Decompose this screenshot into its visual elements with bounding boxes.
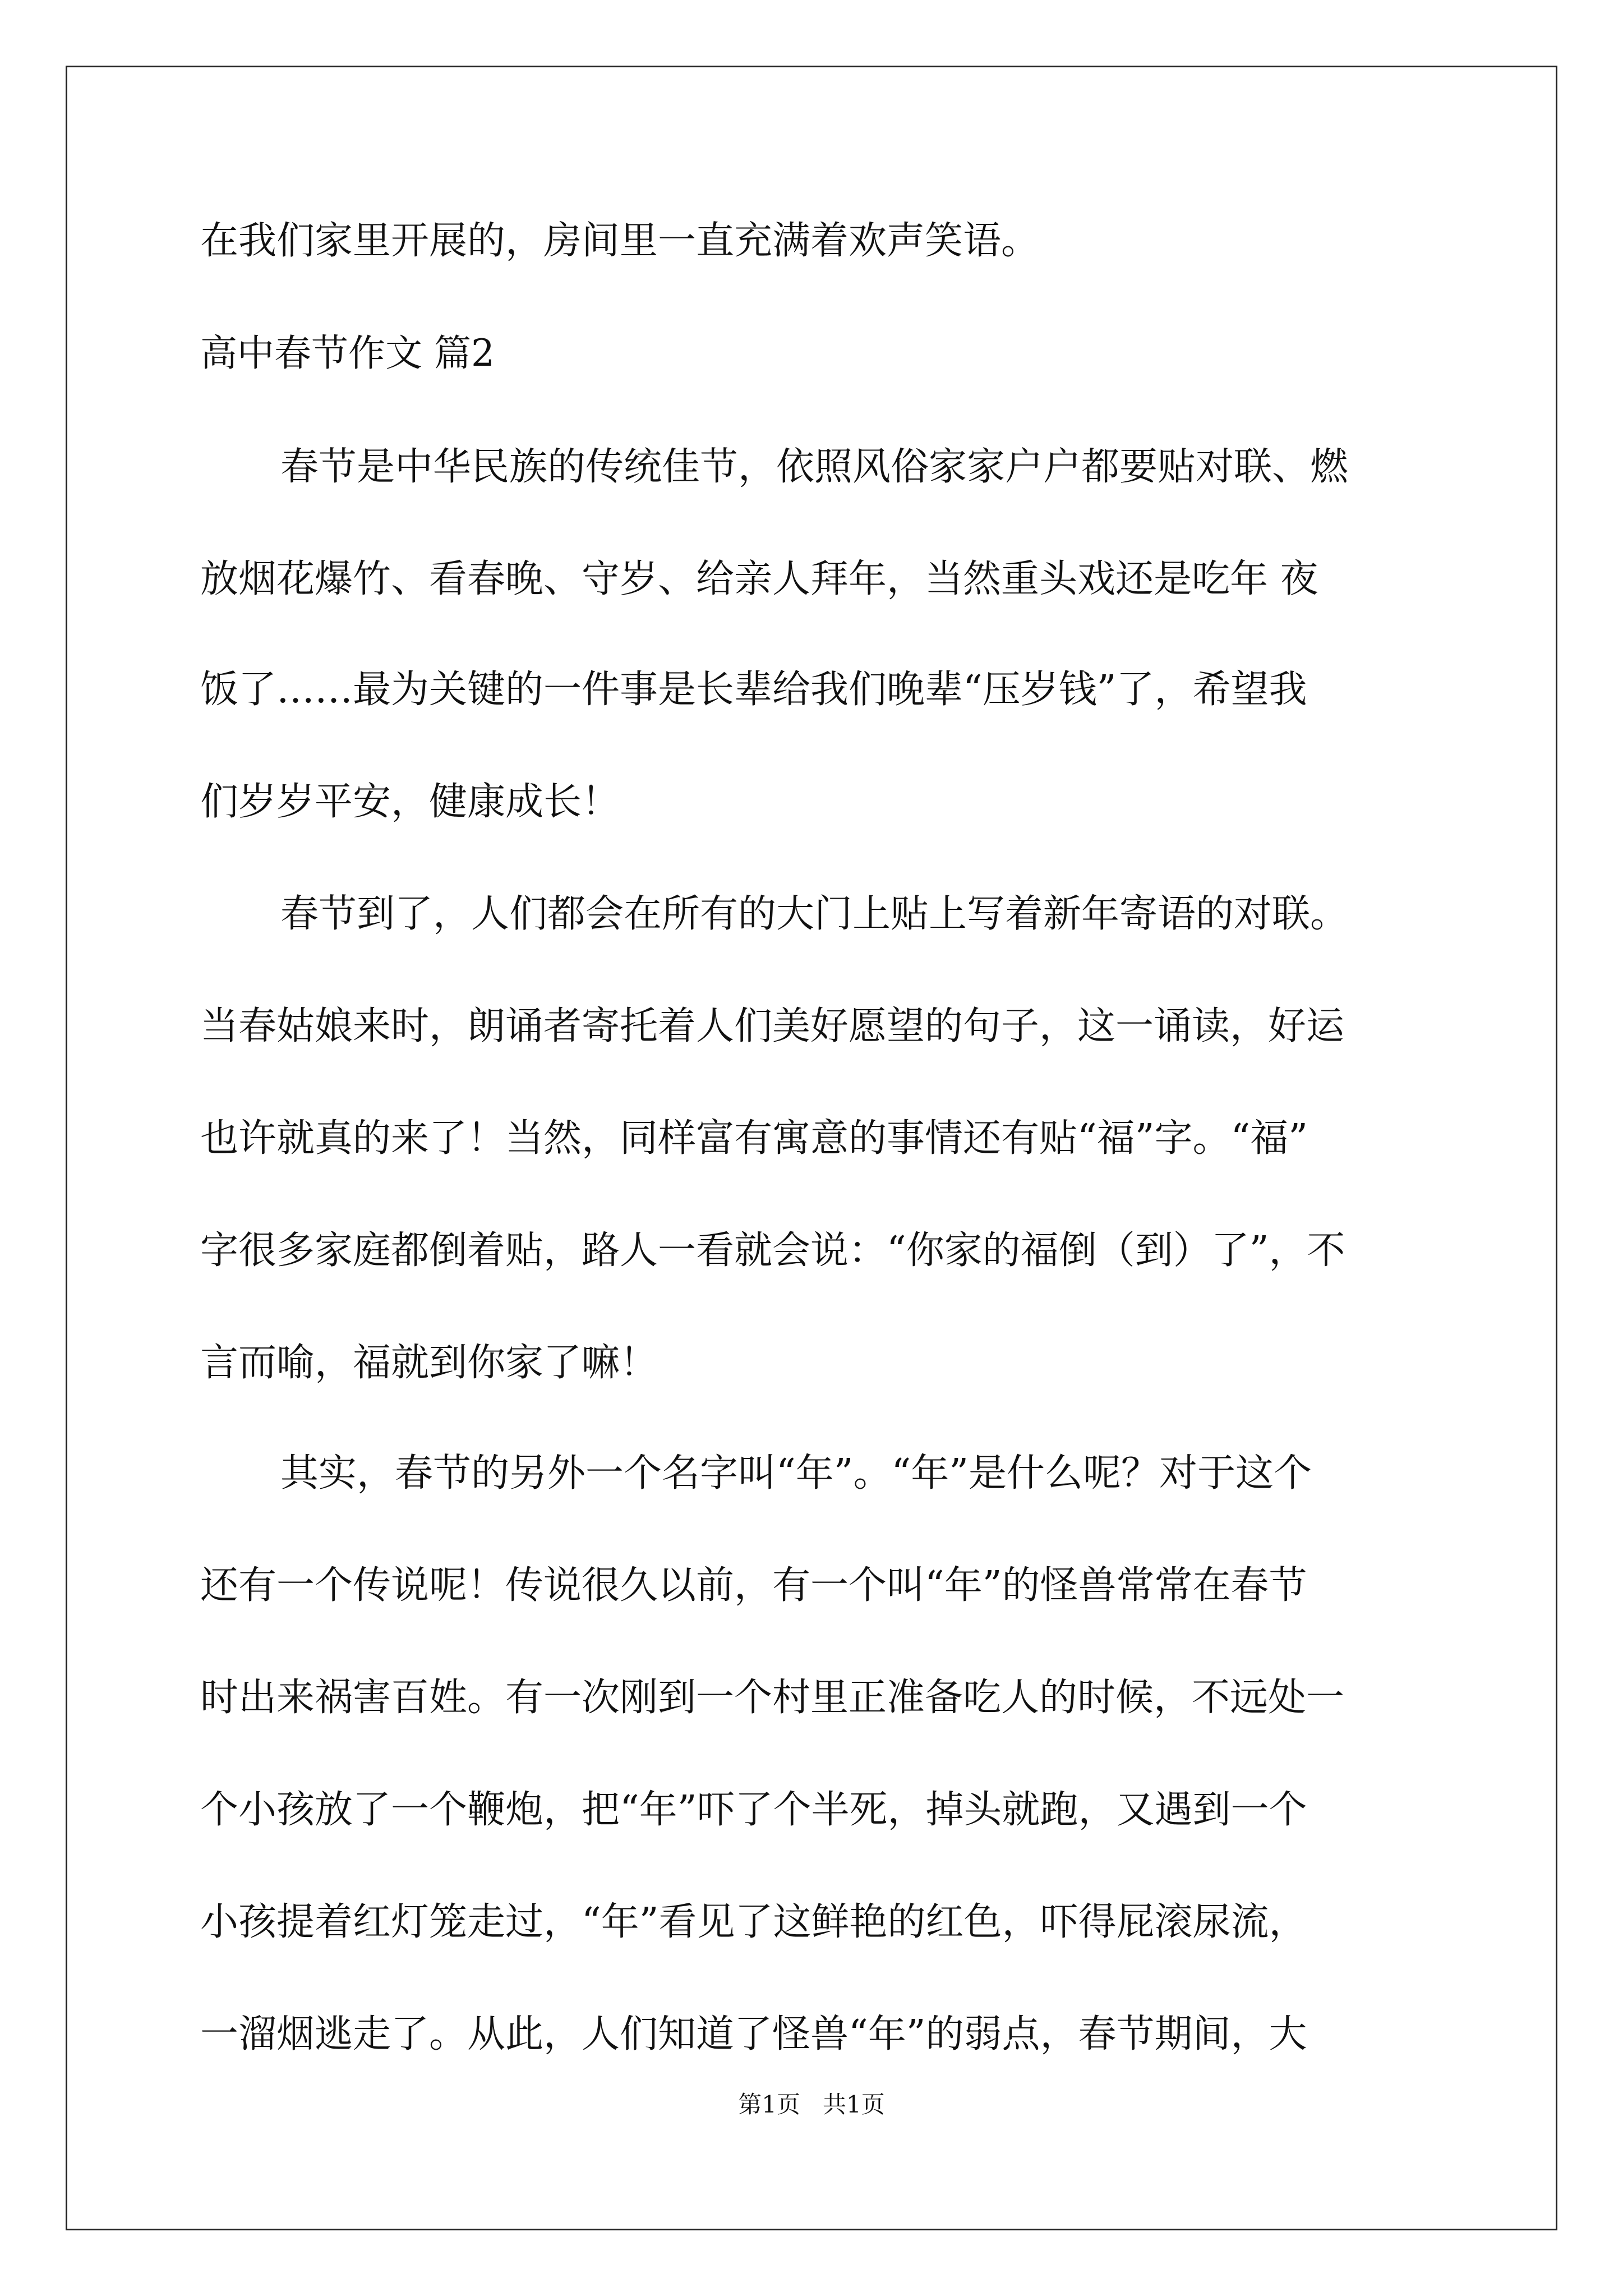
paragraph-1-line-2: 放烟花爆竹、看春晚、守岁、给亲人拜年，当然重头戏还是吃年 夜 [200, 557, 1318, 601]
paragraph-2-line-3: 也许就真的来了！当然，同样富有寓意的事情还有贴“福”字。“福” [200, 1116, 1308, 1161]
paragraph-1-line-4: 们岁岁平安，健康成长！ [200, 780, 620, 824]
page-footer: 第1页 共1页 [738, 2091, 885, 2118]
paragraph-1-line-1: 春节是中华民族的传统佳节，依照风俗家家户户都要贴对联、燃 [280, 445, 1349, 489]
intro-line: 在我们家里开展的，房间里一直充满着欢声笑语。 [200, 219, 1040, 263]
paragraph-1-line-3: 饭了……最为关键的一件事是长辈给我们晚辈“压岁钱”了，希望我 [200, 668, 1307, 712]
paragraph-3-line-2: 还有一个传说呢！传说很久以前，有一个叫“年”的怪兽常常在春节 [200, 1563, 1307, 1608]
paragraph-3-line-4: 个小孩放了一个鞭炮，把“年”吓了个半死，掉头就跑，又遇到一个 [200, 1788, 1307, 1832]
paragraph-2-line-2: 当春姑娘来时，朗诵者寄托着人们美好愿望的句子，这一诵读，好运 [200, 1004, 1345, 1048]
paragraph-3-line-1: 其实，春节的另外一个名字叫“年”。“年”是什么呢？对于这个 [280, 1451, 1312, 1496]
paragraph-3-line-5: 小孩提着红灯笼走过，“年”看见了这鲜艳的红色，吓得屁滚尿流， [200, 1900, 1307, 1944]
paragraph-3-line-3: 时出来祸害百姓。有一次刚到一个村里正准备吃人的时候，不远处一 [200, 1676, 1345, 1720]
paragraph-3-line-6: 一溜烟逃走了。从此，人们知道了怪兽“年”的弱点，春节期间，大 [200, 2012, 1307, 2056]
section-title: 高中春节作文 篇2 [200, 332, 495, 375]
paragraph-2-line-5: 言而喻，福就到你家了嘛！ [200, 1341, 658, 1385]
paragraph-2-line-1: 春节到了，人们都会在所有的大门上贴上写着新年寄语的对联。 [280, 892, 1349, 936]
paragraph-2-line-4: 字很多家庭都倒着贴，路人一看就会说：“你家的福倒（到）了”，不 [200, 1228, 1345, 1273]
